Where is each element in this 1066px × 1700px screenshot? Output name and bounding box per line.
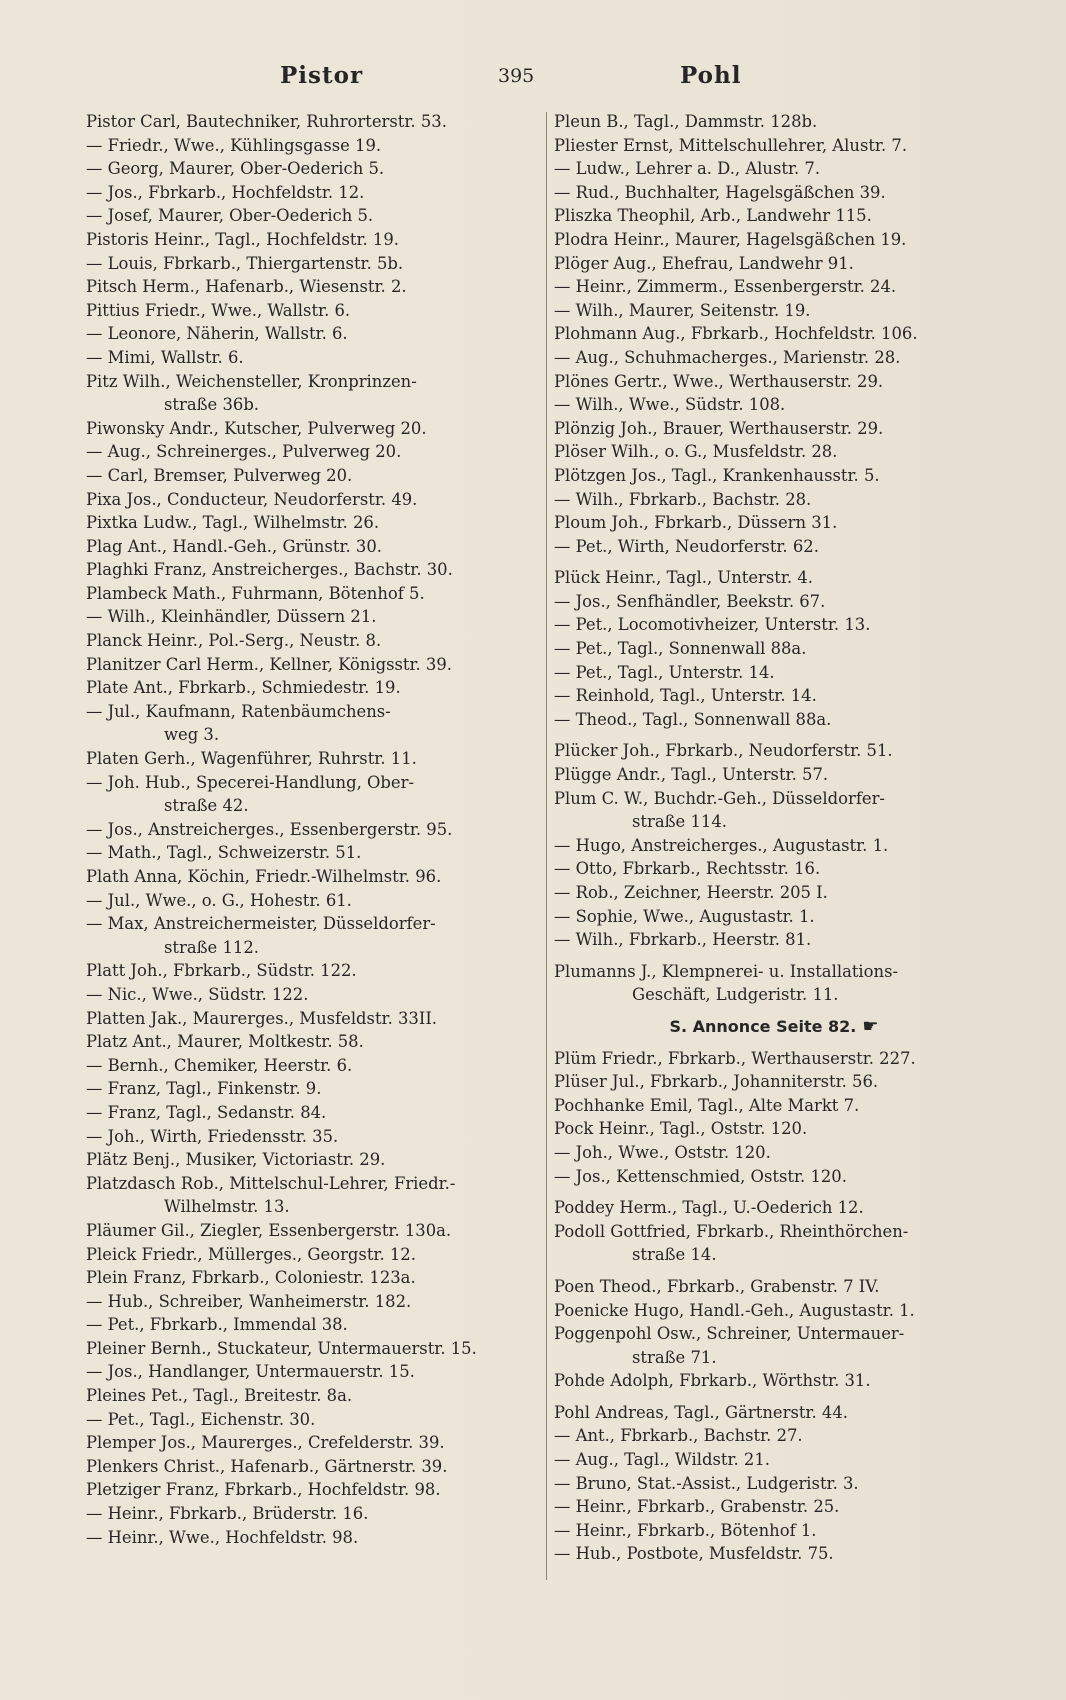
- directory-entry: [554, 1542, 994, 1566]
- entry-text: — Pet., Locomotivheizer, Unterstr. 13.: [554, 615, 871, 635]
- entry-text: — Georg, Maurer, Ober-Oederich 5.: [86, 159, 385, 179]
- directory-entry: [86, 1266, 532, 1290]
- entry-text: — Josef, Maurer, Ober-Oederich 5.: [86, 206, 374, 226]
- entry-text: — Heinr., Fbrkarb., Brüderstr. 16.: [86, 1504, 369, 1524]
- directory-entry: [86, 983, 532, 1007]
- entry-text: Pixa Jos., Conducteur, Neudorferstr. 49.: [86, 489, 418, 509]
- directory-entry: [554, 1424, 994, 1448]
- entry-text: Wilhelmstr. 13.: [164, 1197, 290, 1217]
- directory-entry: [86, 1148, 532, 1172]
- directory-entry: [554, 708, 994, 732]
- directory-entry: [86, 488, 532, 512]
- page-number: 395: [498, 65, 535, 87]
- entry-text: Geschäft, Ludgeristr. 11.: [632, 985, 839, 1005]
- entry-text: — Hub., Schreiber, Wanheimerstr. 182.: [86, 1291, 412, 1311]
- entry-text: — Pet., Tagl., Unterstr. 14.: [554, 662, 775, 682]
- entry-text: Plätz Benj., Musiker, Victoriastr. 29.: [86, 1150, 386, 1170]
- entry-text: Pleun B., Tagl., Dammstr. 128b.: [554, 112, 818, 131]
- entry-text: Plenkers Christ., Hafenarb., Gärtnerstr. 39.: [86, 1456, 448, 1476]
- directory-entry: [86, 1243, 532, 1267]
- directory-entry: [86, 1431, 532, 1455]
- directory-entry: [554, 1094, 994, 1118]
- entry-text: — Hugo, Anstreicherges., Augustastr. 1.: [554, 835, 889, 855]
- entry-text: — Friedr., Wwe., Kühlingsgasse 19.: [86, 135, 382, 155]
- directory-entry: [86, 700, 532, 724]
- directory-entry: [554, 1401, 994, 1425]
- directory-entry: [554, 511, 994, 535]
- directory-entry: [86, 889, 532, 913]
- entry-text: Pistor Carl, Bautechniker, Ruhrorterstr. 53.: [86, 112, 447, 131]
- entry-text: Plönes Gertr., Wwe., Werthauserstr. 29.: [554, 371, 884, 391]
- entry-text: — Louis, Fbrkarb., Thiergartenstr. 5b.: [86, 253, 404, 273]
- directory-entry: [86, 1077, 532, 1101]
- entry-text: Pliester Ernst, Mittelschullehrer, Alustr. 7.: [554, 135, 908, 155]
- entry-text: — Bruno, Stat.-Assist., Ludgeristr. 3.: [554, 1473, 859, 1493]
- directory-entry: [86, 1290, 532, 1314]
- entry-text: Pitsch Herm., Hafenarb., Wiesenstr. 2.: [86, 277, 407, 297]
- directory-entry: [554, 637, 994, 661]
- entry-text: Pittius Friedr., Wwe., Wallstr. 6.: [86, 300, 351, 320]
- entry-text: — Joh., Wwe., Oststr. 120.: [554, 1142, 771, 1162]
- directory-entry: [86, 1101, 532, 1125]
- entry-text: Plag Ant., Handl.-Geh., Grünstr. 30.: [86, 536, 382, 556]
- directory-entry: [86, 393, 532, 417]
- entry-text: — Jos., Senfhändler, Beekstr. 67.: [554, 591, 826, 611]
- directory-entry: [554, 252, 994, 276]
- directory-entry: [86, 1219, 532, 1243]
- directory-entry: [554, 464, 994, 488]
- directory-entry: [86, 134, 532, 158]
- entry-text: weg 3.: [164, 725, 220, 745]
- directory-entry: [86, 912, 532, 936]
- entry-text: Plein Franz, Fbrkarb., Coloniestr. 123a.: [86, 1268, 416, 1288]
- directory-entry: [86, 676, 532, 700]
- entry-text: Planck Heinr., Pol.-Serg., Neustr. 8.: [86, 631, 382, 651]
- annonce-reference: [554, 1015, 994, 1039]
- directory-entry: [554, 590, 994, 614]
- directory-entry: [554, 134, 994, 158]
- entry-text: Pohl Andreas, Tagl., Gärtnerstr. 44.: [554, 1402, 848, 1422]
- entry-text: straße 42.: [164, 796, 249, 816]
- directory-entry: [554, 983, 994, 1007]
- directory-entry: [86, 1172, 532, 1196]
- directory-entry: [86, 605, 532, 629]
- directory-entry: [86, 1313, 532, 1337]
- directory-entry: [86, 535, 532, 559]
- directory-entry: [86, 794, 532, 818]
- entry-text: — Reinhold, Tagl., Unterstr. 14.: [554, 686, 817, 706]
- entry-text: Piwonsky Andr., Kutscher, Pulverweg 20.: [86, 418, 427, 438]
- entry-text: Plück Heinr., Tagl., Unterstr. 4.: [554, 568, 813, 588]
- entry-text: Plohmann Aug., Fbrkarb., Hochfeldstr. 106.: [554, 324, 918, 344]
- entry-text: — Pet., Wirth, Neudorferstr. 62.: [554, 536, 819, 556]
- entry-text: — Pet., Fbrkarb., Immendal 38.: [86, 1315, 348, 1335]
- entry-text: — Leonore, Näherin, Wallstr. 6.: [86, 324, 348, 344]
- entry-text: Poggenpohl Osw., Schreiner, Untermauer-: [554, 1324, 905, 1344]
- entry-text: Plum C. W., Buchdr.-Geh., Düsseldorfer-: [554, 788, 885, 808]
- directory-entry: [554, 488, 994, 512]
- directory-entry: [86, 228, 532, 252]
- entry-text: Plemper Jos., Maurerges., Crefelderstr. 39.: [86, 1433, 445, 1453]
- entry-text: — Rob., Zeichner, Heerstr. 205 I.: [554, 883, 828, 902]
- directory-entry: [86, 653, 532, 677]
- directory-entry: [554, 370, 994, 394]
- entry-text: straße 114.: [632, 812, 727, 832]
- entry-text: — Mimi, Wallstr. 6.: [86, 347, 244, 367]
- entry-text: straße 112.: [164, 937, 259, 957]
- entry-text: Platten Jak., Maurerges., Musfeldstr. 33II.: [86, 1008, 438, 1028]
- directory-entry: [86, 1502, 532, 1526]
- entry-text: Plate Ant., Fbrkarb., Schmiedestr. 19.: [86, 678, 401, 698]
- directory-entry: [554, 1141, 994, 1165]
- directory-entry: [86, 299, 532, 323]
- entry-text: Pixtka Ludw., Tagl., Wilhelmstr. 26.: [86, 513, 380, 533]
- entry-text: Plumanns J., Klempnerei- u. Installations-: [554, 961, 899, 981]
- directory-entry: [554, 1369, 994, 1393]
- directory-entry: [554, 393, 994, 417]
- entry-text: — Ant., Fbrkarb., Bachstr. 27.: [554, 1426, 803, 1446]
- directory-entry: [86, 1455, 532, 1479]
- entry-text: — Joh., Wirth, Friedensstr. 35.: [86, 1126, 339, 1146]
- directory-entry: [86, 1195, 532, 1219]
- directory-entry: [554, 417, 994, 441]
- directory-entry: [86, 1408, 532, 1432]
- entry-text: — Jos., Fbrkarb., Hochfeldstr. 12.: [86, 182, 365, 202]
- entry-text: — Wilh., Maurer, Seitenstr. 19.: [554, 300, 811, 320]
- directory-entry: [86, 157, 532, 181]
- entry-text: — Jul., Wwe., o. G., Hohestr. 61.: [86, 890, 352, 910]
- directory-entry: [86, 346, 532, 370]
- directory-entry: [86, 1360, 532, 1384]
- directory-entry: [86, 275, 532, 299]
- page-header: [0, 62, 1066, 102]
- entry-text: Plüser Jul., Fbrkarb., Johanniterstr. 56.: [554, 1072, 879, 1092]
- directory-entry: [86, 181, 532, 205]
- directory-entry: [554, 1519, 994, 1543]
- entry-text: Pleick Friedr., Müllerges., Georgstr. 12.: [86, 1244, 416, 1264]
- entry-text: Plodra Heinr., Maurer, Hagelsgäßchen 19.: [554, 229, 907, 249]
- directory-entry: [554, 739, 994, 763]
- entry-text: Plönzig Joh., Brauer, Werthauserstr. 29.: [554, 418, 884, 438]
- entry-text: — Nic., Wwe., Südstr. 122.: [86, 984, 309, 1004]
- directory-entry: [86, 865, 532, 889]
- entry-text: — Math., Tagl., Schweizerstr. 51.: [86, 843, 362, 863]
- entry-text: straße 71.: [632, 1347, 717, 1367]
- entry-text: S. Annonce Seite 82.: [669, 1016, 857, 1036]
- entry-text: — Wilh., Kleinhändler, Düssern 21.: [86, 607, 377, 627]
- entry-text: — Aug., Schuhmacherges., Marienstr. 28.: [554, 347, 901, 367]
- entry-text: Ploum Joh., Fbrkarb., Düssern 31.: [554, 513, 838, 533]
- column-divider: [546, 112, 547, 1580]
- entry-text: Planitzer Carl Herm., Kellner, Königsstr. 39.: [86, 654, 453, 674]
- entry-text: Plaghki Franz, Anstreicherges., Bachstr. 30.: [86, 560, 453, 580]
- entry-text: — Ludw., Lehrer a. D., Alustr. 7.: [554, 159, 821, 179]
- entry-text: Poen Theod., Fbrkarb., Grabenstr. 7 IV.: [554, 1276, 880, 1296]
- entry-text: Poenicke Hugo, Handl.-Geh., Augustastr. 1.: [554, 1300, 915, 1320]
- entry-text: — Pet., Tagl., Eichenstr. 30.: [86, 1409, 316, 1429]
- entry-text: Poddey Herm., Tagl., U.-Oederich 12.: [554, 1198, 864, 1218]
- directory-entry: [554, 787, 994, 811]
- entry-text: Pletziger Franz, Fbrkarb., Hochfeldstr. 98.: [86, 1480, 441, 1500]
- directory-entry: [86, 322, 532, 346]
- directory-entry: [86, 252, 532, 276]
- entry-text: — Wilh., Fbrkarb., Heerstr. 81.: [554, 930, 812, 950]
- entry-text: Platt Joh., Fbrkarb., Südstr. 122.: [86, 961, 357, 981]
- directory-entry: [86, 771, 532, 795]
- directory-entry: [86, 1337, 532, 1361]
- entry-text: — Heinr., Fbrkarb., Bötenhof 1.: [554, 1520, 817, 1540]
- directory-entry: [86, 440, 532, 464]
- directory-entry: [86, 558, 532, 582]
- directory-entry: [86, 1478, 532, 1502]
- entry-text: — Pet., Tagl., Sonnenwall 88a.: [554, 639, 807, 659]
- entry-text: — Sophie, Wwe., Augustastr. 1.: [554, 906, 815, 926]
- entry-text: straße 14.: [632, 1245, 717, 1265]
- directory-entry: [86, 747, 532, 771]
- entry-text: Plöser Wilh., o. G., Musfeldstr. 28.: [554, 442, 838, 462]
- entry-text: — Otto, Fbrkarb., Rechtsstr. 16.: [554, 859, 821, 879]
- directory-entry: [554, 535, 994, 559]
- entry-text: — Hub., Postbote, Musfeldstr. 75.: [554, 1544, 834, 1564]
- entry-text: Platzdasch Rob., Mittelschul-Lehrer, Friedr.-: [86, 1173, 456, 1193]
- directory-entry: [554, 928, 994, 952]
- directory-entry: [86, 959, 532, 983]
- directory-entry: [554, 1243, 994, 1267]
- entry-text: — Theod., Tagl., Sonnenwall 88a.: [554, 709, 832, 729]
- directory-entry: [86, 1526, 532, 1550]
- directory-entry: [86, 511, 532, 535]
- directory-entry: [86, 110, 532, 134]
- directory-entry: [554, 613, 994, 637]
- directory-entry: [86, 1125, 532, 1149]
- directory-entry: [554, 204, 994, 228]
- directory-entry: [86, 370, 532, 394]
- entry-text: — Aug., Schreinerges., Pulverweg 20.: [86, 442, 402, 462]
- directory-entry: [554, 275, 994, 299]
- directory-entry: [86, 582, 532, 606]
- directory-entry: [554, 440, 994, 464]
- entry-text: — Aug., Tagl., Wildstr. 21.: [554, 1450, 770, 1470]
- pointing-hand-icon: ☛: [862, 1015, 879, 1037]
- directory-entry: [554, 763, 994, 787]
- entry-text: Platen Gerh., Wagenführer, Ruhrstr. 11.: [86, 749, 417, 769]
- directory-entry: [554, 960, 994, 984]
- directory-entry: [554, 1472, 994, 1496]
- directory-entry: [554, 1196, 994, 1220]
- entry-text: Plücker Joh., Fbrkarb., Neudorferstr. 51.: [554, 741, 893, 761]
- directory-entry: [86, 936, 532, 960]
- directory-entry: [554, 857, 994, 881]
- entry-text: Pleiner Bernh., Stuckateur, Untermauerstr. 15.: [86, 1338, 477, 1358]
- directory-entry: [86, 1054, 532, 1078]
- entry-text: — Wilh., Fbrkarb., Bachstr. 28.: [554, 489, 812, 509]
- directory-entry: [554, 1070, 994, 1094]
- directory-entry: [554, 881, 994, 905]
- left-running-head: Pistor: [280, 62, 364, 89]
- entry-text: Plöger Aug., Ehefrau, Landwehr 91.: [554, 253, 854, 273]
- directory-entry: [554, 322, 994, 346]
- directory-entry: [554, 1220, 994, 1244]
- directory-entry: [554, 684, 994, 708]
- entry-text: Platz Ant., Maurer, Moltkestr. 58.: [86, 1032, 364, 1052]
- directory-entry: [554, 1047, 994, 1071]
- directory-entry: [554, 1322, 994, 1346]
- entry-text: straße 36b.: [164, 395, 260, 415]
- entry-text: — Carl, Bremser, Pulverweg 20.: [86, 465, 353, 485]
- directory-entry: [86, 204, 532, 228]
- entry-text: Pock Heinr., Tagl., Oststr. 120.: [554, 1119, 808, 1139]
- directory-entry: [86, 818, 532, 842]
- directory-entry: [86, 1007, 532, 1031]
- directory-entry: [86, 464, 532, 488]
- directory-entry: [554, 1117, 994, 1141]
- directory-entry: [86, 1030, 532, 1054]
- entry-text: Pitz Wilh., Weichensteller, Kronprinzen-: [86, 371, 417, 391]
- entry-text: Pläumer Gil., Ziegler, Essenbergerstr. 130a.: [86, 1220, 452, 1240]
- directory-entry: [554, 110, 994, 134]
- directory-entry: [554, 346, 994, 370]
- entry-text: Podoll Gottfried, Fbrkarb., Rheinthörchen-: [554, 1221, 909, 1241]
- directory-entry: [86, 723, 532, 747]
- entry-text: Plügge Andr., Tagl., Unterstr. 57.: [554, 765, 829, 785]
- entry-text: — Jos., Kettenschmied, Oststr. 120.: [554, 1166, 847, 1186]
- entry-text: — Rud., Buchhalter, Hagelsgäßchen 39.: [554, 182, 886, 202]
- directory-entry: [554, 661, 994, 685]
- entry-text: — Bernh., Chemiker, Heerstr. 6.: [86, 1055, 353, 1075]
- entry-text: — Jos., Anstreicherges., Essenbergerstr. 95.: [86, 819, 453, 839]
- entry-text: — Franz, Tagl., Finkenstr. 9.: [86, 1079, 322, 1099]
- entry-text: — Franz, Tagl., Sedanstr. 84.: [86, 1102, 327, 1122]
- entry-text: Pleines Pet., Tagl., Breitestr. 8a.: [86, 1386, 353, 1406]
- directory-entry: [554, 566, 994, 590]
- directory-entry: [86, 1384, 532, 1408]
- entry-text: — Joh. Hub., Specerei-Handlung, Ober-: [86, 772, 414, 792]
- directory-entry: [554, 1448, 994, 1472]
- right-column: [554, 110, 994, 1566]
- entry-text: — Wilh., Wwe., Südstr. 108.: [554, 395, 786, 415]
- entry-text: Plambeck Math., Fuhrmann, Bötenhof 5.: [86, 583, 425, 603]
- left-column: [86, 110, 532, 1549]
- directory-entry: [554, 228, 994, 252]
- entry-text: Plüm Friedr., Fbrkarb., Werthauserstr. 227.: [554, 1048, 916, 1068]
- entry-text: Plötzgen Jos., Tagl., Krankenhausstr. 5.: [554, 465, 880, 485]
- directory-entry: [554, 834, 994, 858]
- directory-entry: [554, 299, 994, 323]
- right-running-head: Pohl: [680, 62, 742, 89]
- entry-text: Pistoris Heinr., Tagl., Hochfeldstr. 19.: [86, 229, 400, 249]
- directory-entry: [86, 417, 532, 441]
- directory-entry: [554, 181, 994, 205]
- directory-entry: [554, 1495, 994, 1519]
- entry-text: — Heinr., Zimmerm., Essenbergerstr. 24.: [554, 277, 897, 297]
- directory-entry: [554, 1346, 994, 1370]
- entry-text: — Max, Anstreichermeister, Düsseldorfer-: [86, 914, 436, 934]
- directory-entry: [554, 1165, 994, 1189]
- entry-text: — Jos., Handlanger, Untermauerstr. 15.: [86, 1362, 415, 1382]
- entry-text: Plath Anna, Köchin, Friedr.-Wilhelmstr. 96.: [86, 867, 442, 886]
- entry-text: Pochhanke Emil, Tagl., Alte Markt 7.: [554, 1095, 860, 1115]
- directory-entry: [554, 810, 994, 834]
- entry-text: Pliszka Theophil, Arb., Landwehr 115.: [554, 206, 872, 226]
- entry-text: — Heinr., Fbrkarb., Grabenstr. 25.: [554, 1497, 840, 1517]
- entry-text: — Jul., Kaufmann, Ratenbäumchens-: [86, 701, 391, 721]
- directory-entry: [554, 905, 994, 929]
- directory-entry: [554, 1299, 994, 1323]
- directory-entry: [554, 1275, 994, 1299]
- directory-entry: [86, 629, 532, 653]
- entry-text: Pohde Adolph, Fbrkarb., Wörthstr. 31.: [554, 1371, 871, 1391]
- directory-entry: [554, 157, 994, 181]
- entry-text: — Heinr., Wwe., Hochfeldstr. 98.: [86, 1527, 359, 1547]
- directory-entry: [86, 841, 532, 865]
